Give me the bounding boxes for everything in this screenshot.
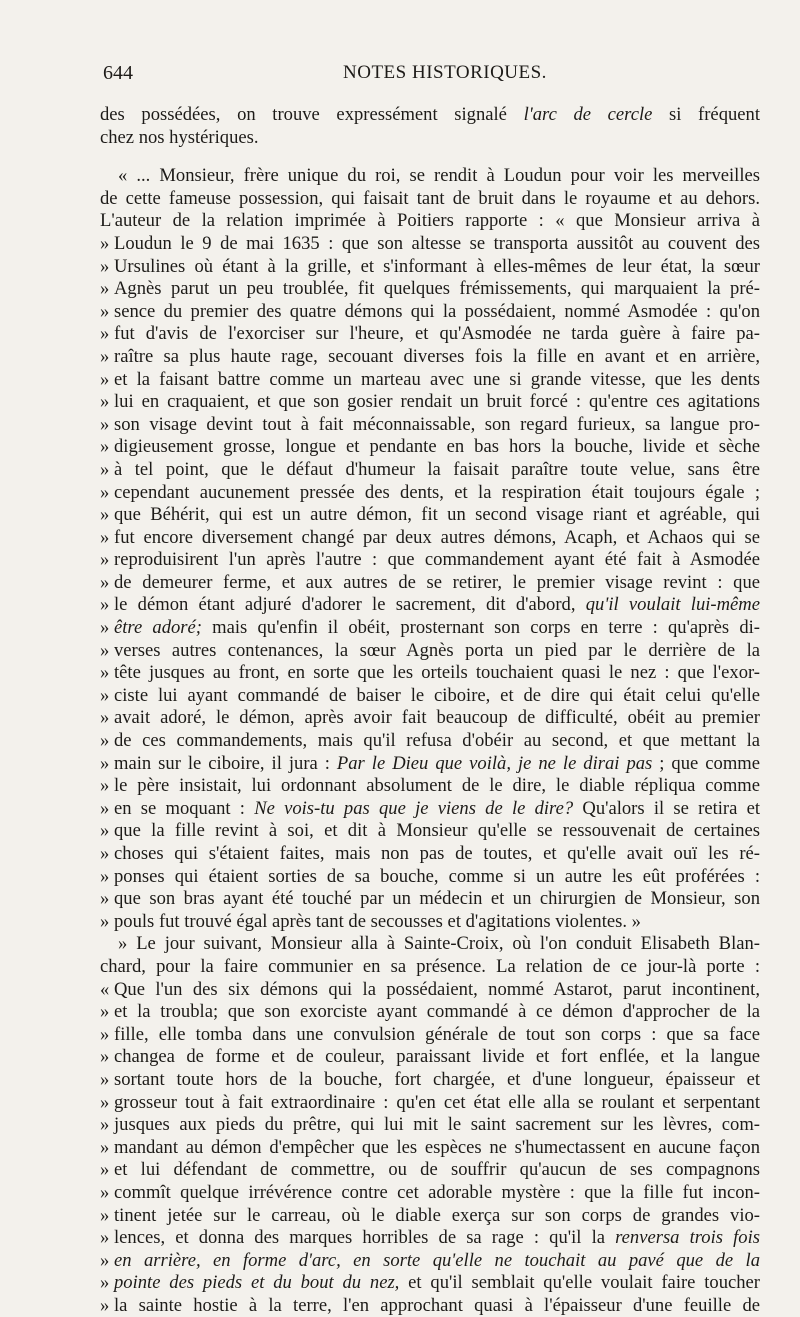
- text-line: [100, 753, 760, 776]
- line-text: sortant toute hors de la bouche, fort chargée, et d'une longueur, épaisseur et: [114, 1068, 760, 1090]
- text-line: [100, 775, 760, 798]
- quote-mark: »: [100, 617, 110, 639]
- text-line: [100, 798, 760, 821]
- line-text: Ursulines où étant à la grille, et s'informant à elles-mêmes de leur état, la sœur: [114, 255, 760, 277]
- text-line: [100, 527, 760, 550]
- quote-mark: »: [100, 549, 110, 571]
- line-text: avait adoré, le démon, après avoir fait beaucoup de difficulté, obéit au premier: [114, 707, 760, 729]
- line-text: chard, pour la faire communier en sa présence. La relation de ce jour-là porte :: [100, 955, 760, 977]
- line-text: le démon étant adjuré d'adorer le sacrement, dit d'abord,: [114, 594, 586, 616]
- quote-mark: «: [100, 978, 110, 1000]
- line-text: sence du premier des quatre démons qui la possédaient, nommé Asmodée : qu'on: [114, 300, 760, 322]
- text-line: [100, 888, 760, 911]
- line-text-continued: mais qu'enfin il obéit, prosternant son corps en terre : qu'après di-: [201, 617, 760, 639]
- text-line: [100, 104, 760, 127]
- quote-mark: »: [100, 684, 110, 706]
- quote-mark: »: [100, 662, 110, 684]
- text-line: [100, 278, 760, 301]
- quote-mark: »: [100, 458, 110, 480]
- quote-mark: »: [100, 1091, 110, 1113]
- line-text: fille, elle tomba dans une convulsion générale de tout son corps : que sa face: [114, 1023, 760, 1045]
- text-line: [100, 617, 760, 640]
- text-line: [100, 1182, 760, 1205]
- text-line: [100, 707, 760, 730]
- text-line: [100, 1295, 760, 1317]
- italic-text: Par le Dieu que voilà, je ne le dirai pas: [336, 752, 653, 774]
- italic-text: pointe des pieds et du bout du nez,: [114, 1272, 400, 1294]
- text-line: [100, 1227, 760, 1250]
- text-line: [100, 1205, 760, 1228]
- text-line: [100, 1114, 760, 1137]
- line-text: pouls fut trouvé égal après tant de secousses et d'agitations violentes. »: [114, 910, 641, 932]
- quote-mark: »: [100, 255, 110, 277]
- quote-mark: »: [100, 752, 110, 774]
- line-text: de demeurer ferme, et aux autres de se retirer, le premier visage revint : que: [114, 571, 760, 593]
- quote-mark: »: [100, 639, 110, 661]
- text-line: [100, 662, 760, 685]
- text-line: [100, 504, 760, 527]
- quote-mark: »: [100, 1294, 110, 1316]
- line-text: le père insistait, lui ordonnant absolument de le dire, le diable répliqua comme: [114, 775, 760, 797]
- line-text: fut encore diversement changé par deux autres démons, Acaph, et Achaos qui se: [114, 526, 760, 548]
- italic-text: l'arc de cercle: [523, 104, 653, 125]
- quote-mark: »: [100, 526, 110, 548]
- line-text: » Le jour suivant, Monsieur alla à Sainte-Croix, où l'on conduit Elisabeth Blan-: [118, 933, 760, 955]
- quote-mark: »: [100, 594, 110, 616]
- text-line: [100, 956, 760, 979]
- quote-mark: »: [100, 707, 110, 729]
- text-line: [100, 459, 760, 482]
- line-text: en se moquant :: [114, 797, 255, 819]
- line-text: ciste lui ayant commandé de baiser le ciboire, et de dire qui était celui qu'elle: [114, 684, 760, 706]
- text-line: [100, 436, 760, 459]
- line-text: reproduisirent l'un après l'autre : que commandement ayant été fait à Asmodée: [114, 549, 760, 571]
- text-line: [100, 127, 760, 150]
- quote-mark: »: [100, 1136, 110, 1158]
- line-text: changea de forme et de couleur, paraissant livide et fort enflée, et la langue: [114, 1046, 760, 1068]
- text-line: [100, 1001, 760, 1024]
- line-text: de cette fameuse possession, qui faisait tant de bruit dans le royaume et au dehors.: [100, 187, 760, 209]
- text-line: [100, 572, 760, 595]
- text-line: [100, 1092, 760, 1115]
- text-line: [100, 979, 760, 1002]
- line-text: des possédées, on trouve expressément signalé: [100, 104, 524, 125]
- text-line: [100, 1272, 760, 1295]
- quote-mark: »: [100, 481, 110, 503]
- line-text: Agnès parut un peu troublée, fit quelques frémissements, qui marquaient la pré-: [114, 278, 760, 300]
- quote-mark: »: [100, 1181, 110, 1203]
- line-text: grosseur tout à fait extraordinaire : qu'en cet état elle alla se roulant et serpentant: [114, 1091, 760, 1113]
- line-text: Loudun le 9 de mai 1635 : que son altesse se transporta aussitôt au couvent des: [114, 232, 760, 254]
- line-text: jusques aux pieds du prêtre, qui lui mit le saint sacrement sur les lèvres, com-: [114, 1114, 760, 1136]
- text-line: [100, 188, 760, 211]
- quote-mark: »: [100, 1114, 110, 1136]
- text-line: [100, 843, 760, 866]
- quote-mark: »: [100, 1046, 110, 1068]
- text-line: [100, 1159, 760, 1182]
- running-title: NOTES HISTORIQUES.: [343, 62, 547, 83]
- quote-mark: »: [100, 300, 110, 322]
- quote-mark: »: [100, 820, 110, 842]
- line-text: que la fille revint à soi, et dit à Monsieur qu'elle se ressouvenait de certaines: [114, 820, 760, 842]
- text-line: [100, 482, 760, 505]
- text-line: [100, 1069, 760, 1092]
- line-text: choses qui s'étaient faites, mais non pas de toutes, et qu'elle avait ouï les ré-: [114, 843, 760, 864]
- text-line: [100, 594, 760, 617]
- quote-mark: »: [100, 730, 110, 752]
- text-line: [100, 820, 760, 843]
- quote-mark: »: [100, 345, 110, 367]
- line-text: de ces commandements, mais qu'il refusa d'obéir au second, et que mettant la: [114, 730, 760, 752]
- quote-mark: »: [100, 1023, 110, 1045]
- line-text: tête jusques au front, en sorte que les orteils touchaient quasi le nez : que l'exor-: [114, 662, 760, 684]
- quote-mark: »: [100, 910, 110, 932]
- line-text: fut d'avis de l'exorciser sur l'heure, et qu'Asmodée ne tarda guère à faire pa-: [114, 323, 760, 345]
- quote-mark: »: [100, 1068, 110, 1090]
- quote-mark: »: [100, 865, 110, 887]
- quote-mark: »: [100, 232, 110, 254]
- text-line: [100, 1046, 760, 1069]
- quote-mark: »: [100, 436, 110, 458]
- line-text: que Béhérit, qui est un autre démon, fit un second visage riant et agréable, qui: [114, 504, 760, 526]
- text-line: [100, 911, 760, 934]
- quote-mark: »: [100, 323, 110, 345]
- quote-mark: »: [100, 571, 110, 593]
- quote-mark: »: [100, 1249, 110, 1271]
- text-line: [100, 640, 760, 663]
- line-text: et la faisant battre comme un marteau avec une si grande vitesse, que les dents: [114, 368, 760, 390]
- quote-mark: »: [100, 843, 110, 864]
- line-text: L'auteur de la relation imprimée à Poitiers rapporte : « que Monsieur arriva à: [100, 210, 760, 232]
- quote-mark: »: [100, 391, 110, 413]
- line-text: ponses qui étaient sorties de sa bouche, comme si un autre les eût proférées :: [114, 865, 760, 887]
- line-text: que son bras ayant été touché par un médecin et un chirurgien de Monsieur, son: [114, 888, 760, 910]
- page-number: 644: [103, 62, 133, 84]
- text-line: [100, 391, 760, 414]
- text-line: [100, 1250, 760, 1273]
- text-line: [100, 933, 760, 956]
- line-text: la sainte hostie à la terre, l'en approchant quasi à l'épaisseur d'une feuille de: [114, 1294, 760, 1316]
- italic-text: être adoré;: [114, 617, 202, 639]
- line-text: lences, et donna des marques horribles de sa rage : qu'il la: [114, 1227, 616, 1249]
- line-text: à tel point, que le défaut d'humeur la faisait paraître toute velue, sans être: [114, 458, 760, 480]
- italic-text: Ne vois-tu pas que je viens de le dire?: [254, 797, 574, 819]
- quote-mark: »: [100, 1001, 110, 1023]
- quote-mark: »: [100, 1204, 110, 1226]
- line-text: tinent jetée sur le carreau, où le diable exerça sur son corps de grandes vio-: [114, 1204, 760, 1226]
- quote-mark: »: [100, 797, 110, 819]
- line-text: verses autres contenances, la sœur Agnès porta un pied par le derrière de la: [114, 639, 760, 661]
- text-line: [100, 256, 760, 279]
- text-line: [100, 346, 760, 369]
- quote-mark: »: [100, 278, 110, 300]
- text-line: [100, 685, 760, 708]
- text-line: [100, 1024, 760, 1047]
- line-text: mandant au démon d'empêcher que les espèces ne s'humectassent en aucune façon: [114, 1136, 760, 1158]
- text-line: [100, 414, 760, 437]
- line-text: main sur le ciboire, il jura :: [114, 752, 337, 774]
- quote-mark: »: [100, 1227, 110, 1249]
- italic-text: qu'il voulait lui-même: [585, 594, 760, 616]
- quote-mark: »: [100, 1159, 110, 1181]
- quote-mark: »: [100, 888, 110, 910]
- line-text: cependant aucunement pressée des dents, et la respiration était toujours égale ;: [114, 481, 760, 503]
- italic-text: renversa trois fois: [615, 1227, 760, 1249]
- quote-mark: »: [100, 775, 110, 797]
- text-line: [100, 210, 760, 233]
- text-line: [100, 866, 760, 889]
- quote-mark: »: [100, 1272, 110, 1294]
- quote-mark: »: [100, 504, 110, 526]
- line-text-continued: Qu'alors il se retira et: [573, 797, 760, 819]
- line-text-continued: si fréquent: [652, 104, 760, 125]
- line-text: et la troubla; que son exorciste ayant commandé à ce démon d'approcher de la: [114, 1001, 760, 1023]
- quote-mark: »: [100, 368, 110, 390]
- text-line: [100, 549, 760, 572]
- quote-mark: »: [100, 413, 110, 435]
- line-text: et lui défendant de commettre, ou de souffrir qu'aucun de ses compagnons: [114, 1159, 760, 1181]
- page-header: [0, 62, 800, 88]
- line-text: Que l'un des six démons qui la possédaient, nommé Astarot, parut incontinent,: [114, 978, 760, 1000]
- line-text: son visage devint tout à fait méconnaissable, son regard furieux, sa langue pro-: [114, 413, 760, 435]
- line-text: lui en craquaient, et que son gosier rendait un bruit forcé : qu'entre ces agitations: [114, 391, 760, 413]
- italic-text: en arrière, en forme d'arc, en sorte qu'elle ne touchait au pavé que de la: [114, 1249, 760, 1271]
- text-line: [100, 369, 760, 392]
- line-text: digieusement grosse, longue et pendante en bas hors la bouche, livide et sèche: [114, 436, 760, 458]
- line-text: commît quelque irrévérence contre cet adorable mystère : que la fille fut incon-: [114, 1181, 760, 1203]
- line-text: raître sa plus haute rage, secouant diverses fois la fille en avant et en arrière,: [114, 345, 760, 367]
- text-line: [100, 165, 760, 188]
- text-line: [100, 1137, 760, 1160]
- text-line: [100, 301, 760, 324]
- line-text: chez nos hystériques.: [100, 126, 259, 148]
- text-line: [100, 323, 760, 346]
- text-line: [100, 730, 760, 753]
- line-text-continued: et qu'il semblait qu'elle voulait faire toucher: [399, 1272, 760, 1294]
- line-text-continued: ; que comme: [652, 752, 760, 774]
- line-text: « ... Monsieur, frère unique du roi, se rendit à Loudun pour voir les merveilles: [118, 165, 760, 187]
- body-text: [100, 104, 760, 1317]
- text-line: [100, 233, 760, 256]
